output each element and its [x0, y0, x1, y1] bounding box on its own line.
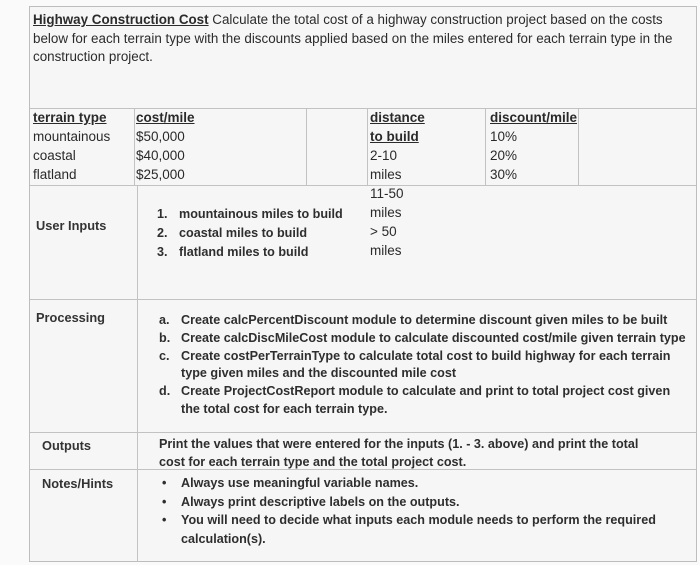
- user-inputs-label: User Inputs: [36, 218, 107, 233]
- list-item: 2. coastal miles to build: [157, 226, 308, 240]
- user-inputs-list: [157, 205, 677, 262]
- distance-cell: 11-50 miles: [370, 186, 404, 220]
- assignment-page: [29, 6, 697, 562]
- outputs-label: Outputs: [42, 438, 92, 453]
- table-col-divider: [578, 108, 579, 186]
- cost-cell: $40,000: [136, 148, 185, 163]
- discount-cell: 30%: [490, 167, 518, 182]
- table-top-border: [30, 108, 696, 109]
- terrain-cell: flatland: [33, 167, 77, 182]
- table-col-divider: [134, 108, 135, 186]
- list-item: 1. mountainous miles to build: [157, 207, 343, 221]
- discount-cell: 20%: [490, 148, 518, 163]
- terrain-cell: coastal: [33, 148, 76, 163]
- list-item: d. Create ProjectCostReport module to calculate and print to total project cost given the total cost for each terrain type.: [159, 384, 671, 416]
- terrain-cell: mountainous: [33, 129, 111, 144]
- outputs-text: Print the values that were entered for the inputs (1. - 3. above) and print the total cost for each terrain type and the total project cost.: [159, 437, 639, 469]
- cost-cell: $50,000: [136, 129, 185, 144]
- table-col-divider: [306, 108, 307, 186]
- cost-cell: $25,000: [136, 167, 185, 182]
- notes-hints-label: Notes/Hints: [42, 476, 114, 491]
- list-item: 3. flatland miles to build: [157, 245, 309, 259]
- table-divider: [30, 185, 696, 186]
- distance-cell: 2-10 miles: [370, 148, 402, 182]
- section-divider: [30, 432, 696, 433]
- discount-header: discount/mile: [490, 110, 578, 125]
- intro-title: Highway Construction Cost: [33, 12, 209, 27]
- list-item: • You will need to decide what inputs each module needs to perform the required calculation(s).: [162, 513, 656, 547]
- list-item: b. Create calcDiscMileCost module to calculate discounted cost/mile given terrain type: [159, 330, 686, 345]
- terrain-type-header: terrain type: [33, 110, 107, 125]
- list-item: c. Create costPerTerrainType to calculate total cost to build highway for each terrain type given miles and the discounted mile cost: [159, 348, 671, 381]
- intro-paragraph: [33, 11, 688, 67]
- table-col-divider: [137, 186, 138, 561]
- intro-text: Calculate the total cost of a highway construction project based on the costs below for each terrain type with the discounts applied based on the miles entered for each terrain type in the construction project.: [33, 12, 673, 64]
- distance-header: distance to build: [370, 110, 425, 144]
- table-col-divider: [367, 108, 368, 186]
- bullet-icon: •: [162, 494, 167, 509]
- processing-label: Processing: [36, 310, 105, 325]
- list-item: • Always use meaningful variable names.: [159, 474, 684, 493]
- list-item: a. Create calcPercentDiscount module to determine discount given miles to be built: [159, 313, 668, 327]
- cost-per-mile-header: cost/mile: [136, 110, 195, 125]
- section-divider: [30, 299, 696, 300]
- table-col-divider: [485, 108, 486, 186]
- list-item: • Always print descriptive labels on the outputs.: [159, 493, 684, 512]
- bullet-icon: •: [162, 513, 167, 528]
- discount-cell: 10%: [490, 129, 518, 144]
- notes-list: [159, 474, 684, 549]
- distance-cell: > 50 miles: [370, 224, 402, 258]
- processing-list: [159, 312, 689, 419]
- bullet-icon: •: [162, 476, 167, 490]
